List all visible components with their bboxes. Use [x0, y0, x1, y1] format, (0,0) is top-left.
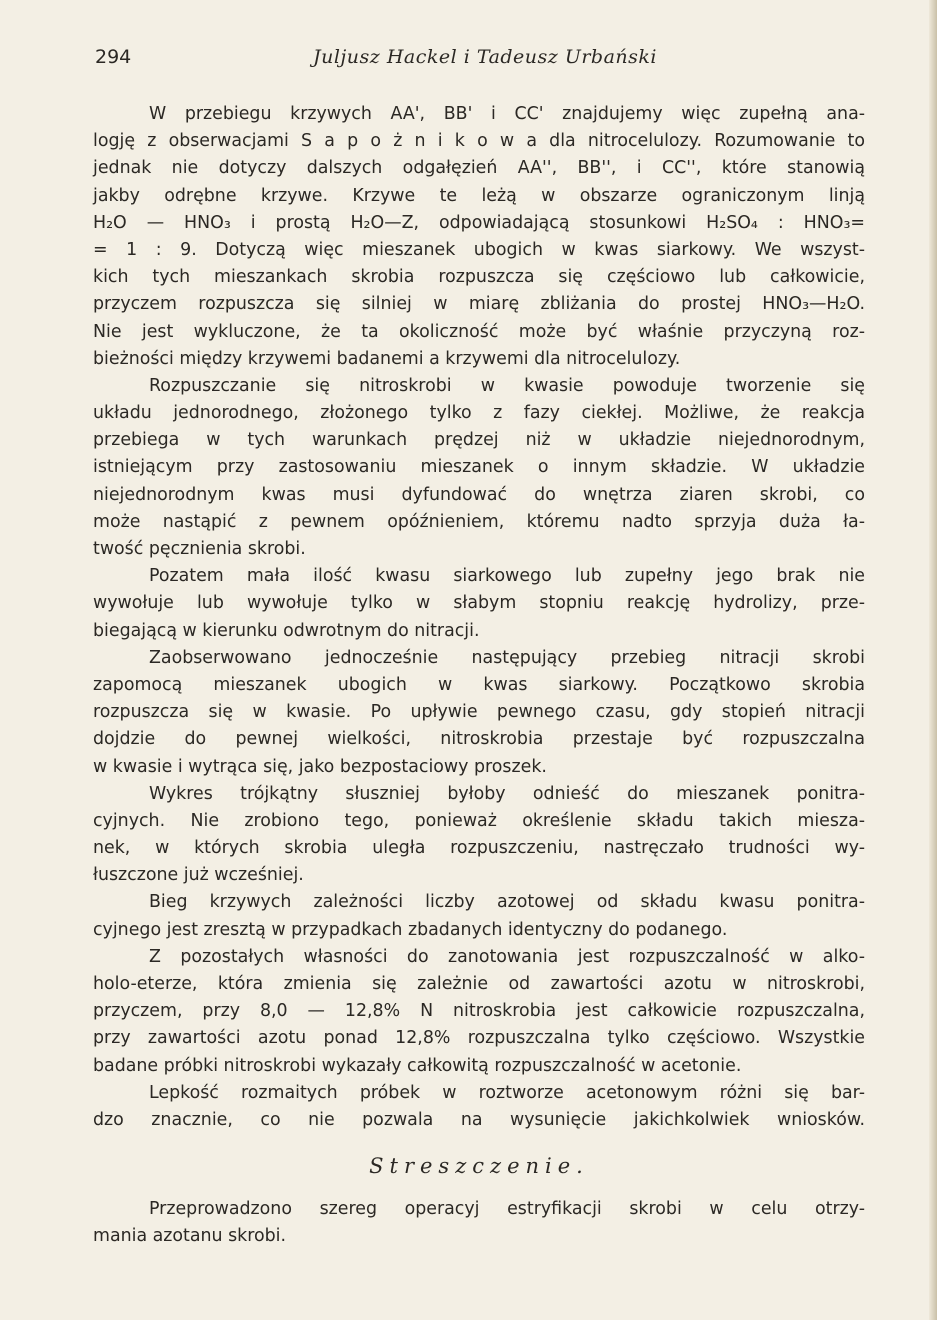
text-line: przy zawartości azotu ponad 12,8% rozpuszczalna tylko częściowo. Wszystkie	[93, 1028, 865, 1049]
text-line: biegającą w kierunku odwrotnym do nitracji.	[93, 620, 480, 641]
text-line: dojdzie do pewnej wielkości, nitroskrobia przestaje być rozpuszczalna	[93, 729, 865, 750]
text-line: Zaobserwowano jednocześnie następujący przebieg nitracji skrobi	[149, 647, 865, 668]
summary-heading: Streszczenie.	[369, 1154, 589, 1178]
text-line: łuszczone już wcześniej.	[93, 865, 304, 886]
text-line: wywołuje lub wywołuje tylko w słabym stopniu reakcję hydrolizy, prze-	[93, 593, 865, 614]
text-line: nek, w których skrobia uległa rozpuszczeniu, nastręczało trudności wy-	[93, 838, 865, 859]
text-line: może nastąpić z pewnem opóźnieniem, któremu nadto sprzyja duża ła-	[93, 511, 865, 532]
text-line: przebiega w tych warunkach prędzej niż w układzie niejednorodnym,	[93, 430, 865, 451]
text-line: Bieg krzywych zależności liczby azotowej od składu kwasu ponitra-	[149, 892, 865, 913]
text-line: bieżności między krzywemi badanemi a krzywemi dla nitrocelulozy.	[93, 348, 681, 369]
text-line: Z pozostałych własności do zanotowania jest rozpuszczalność w alko-	[149, 946, 865, 967]
text-line: Przeprowadzono szereg operacyj estryfikacji skrobi w celu otrzy-	[149, 1199, 865, 1219]
text-line: holo-eterze, która zmienia się zależnie od zawartości azotu w nitroskrobi,	[93, 974, 865, 994]
text-line: przyczem, przy 8,0 — 12,8% N nitroskrobia jest całkowicie rozpuszczalna,	[93, 1001, 865, 1022]
text-line: w kwasie i wytrąca się, jako bezpostaciowy proszek.	[93, 756, 547, 777]
text-line: jakby odrębne krzywe. Krzywe te leżą w obszarze ograniczonym linją	[93, 185, 865, 206]
text-line: logję z obserwacjami S a p o ż n i k o w a dla nitrocelulozy. Rozumowanie to	[93, 131, 865, 152]
text-line: Nie jest wykluczone, że ta okoliczność może być właśnie przyczyną roz-	[93, 321, 865, 342]
text-line: niejednorodnym kwas musi dyfundować do wnętrza ziaren skrobi, co	[93, 484, 865, 505]
text-line: Rozpuszczanie się nitroskrobi w kwasie powoduje tworzenie się	[149, 375, 865, 396]
text-line: twość pęcznienia skrobi.	[93, 539, 306, 559]
running-title: Juljusz Hackel i Tadeusz Urbański	[312, 46, 658, 68]
summary-text	[93, 1196, 865, 1250]
text-line: zapomocą mieszanek ubogich w kwas siarkowy. Początkowo skrobia	[93, 674, 865, 695]
text-line: W przebiegu krzywych AA', BB' i CC' znajdujemy więc zupełną ana-	[149, 104, 865, 124]
text-line: H₂O — HNO₃ i prostą H₂O—Z, odpowiadającą stosunkowi H₂SO₄ : HNO₃=	[93, 212, 865, 233]
page-header	[95, 46, 865, 78]
text-line: układu jednorodnego, złożonego tylko z fazy ciekłej. Możliwe, że reakcja	[93, 403, 865, 424]
text-line: Pozatem mała ilość kwasu siarkowego lub zupełny jego brak nie	[149, 566, 865, 587]
text-line: dzo znacznie, co nie pozwala na wysunięcie jakichkolwiek wniosków.	[93, 1109, 865, 1130]
page-edge	[929, 0, 937, 1320]
body-text	[93, 101, 865, 1134]
text-line: kich tych mieszankach skrobia rozpuszcza się częściowo lub całkowicie,	[93, 267, 865, 288]
text-line: rozpuszcza się w kwasie. Po upływie pewnego czasu, gdy stopień nitracji	[93, 702, 865, 723]
text-line: cyjnych. Nie zrobiono tego, ponieważ określenie składu takich miesza-	[93, 810, 865, 831]
text-line: istniejącym przy zastosowaniu mieszanek o innym składzie. W układzie	[93, 457, 865, 478]
text-line: mania azotanu skrobi.	[93, 1226, 287, 1247]
text-line: = 1 : 9. Dotyczą więc mieszanek ubogich w kwas siarkowy. We wszyst-	[93, 239, 865, 260]
text-line: przyczem rozpuszcza się silniej w miarę zbliżania do prostej HNO₃—H₂O.	[93, 294, 865, 315]
text-line: jednak nie dotyczy dalszych odgałęzień AA'', BB'', i CC'', które stanowią	[93, 158, 865, 179]
text-line: Lepkość rozmaitych próbek w roztworze acetonowym różni się bar-	[149, 1082, 865, 1103]
text-line: cyjnego jest zresztą w przypadkach zbadanych identyczny do podanego.	[93, 919, 728, 940]
page-number: 294	[95, 46, 132, 68]
text-line: badane próbki nitroskrobi wykazały całkowitą rozpuszczalność w acetonie.	[93, 1055, 742, 1076]
text-line: Wykres trójkątny słuszniej byłoby odnieść do mieszanek ponitra-	[149, 783, 865, 804]
